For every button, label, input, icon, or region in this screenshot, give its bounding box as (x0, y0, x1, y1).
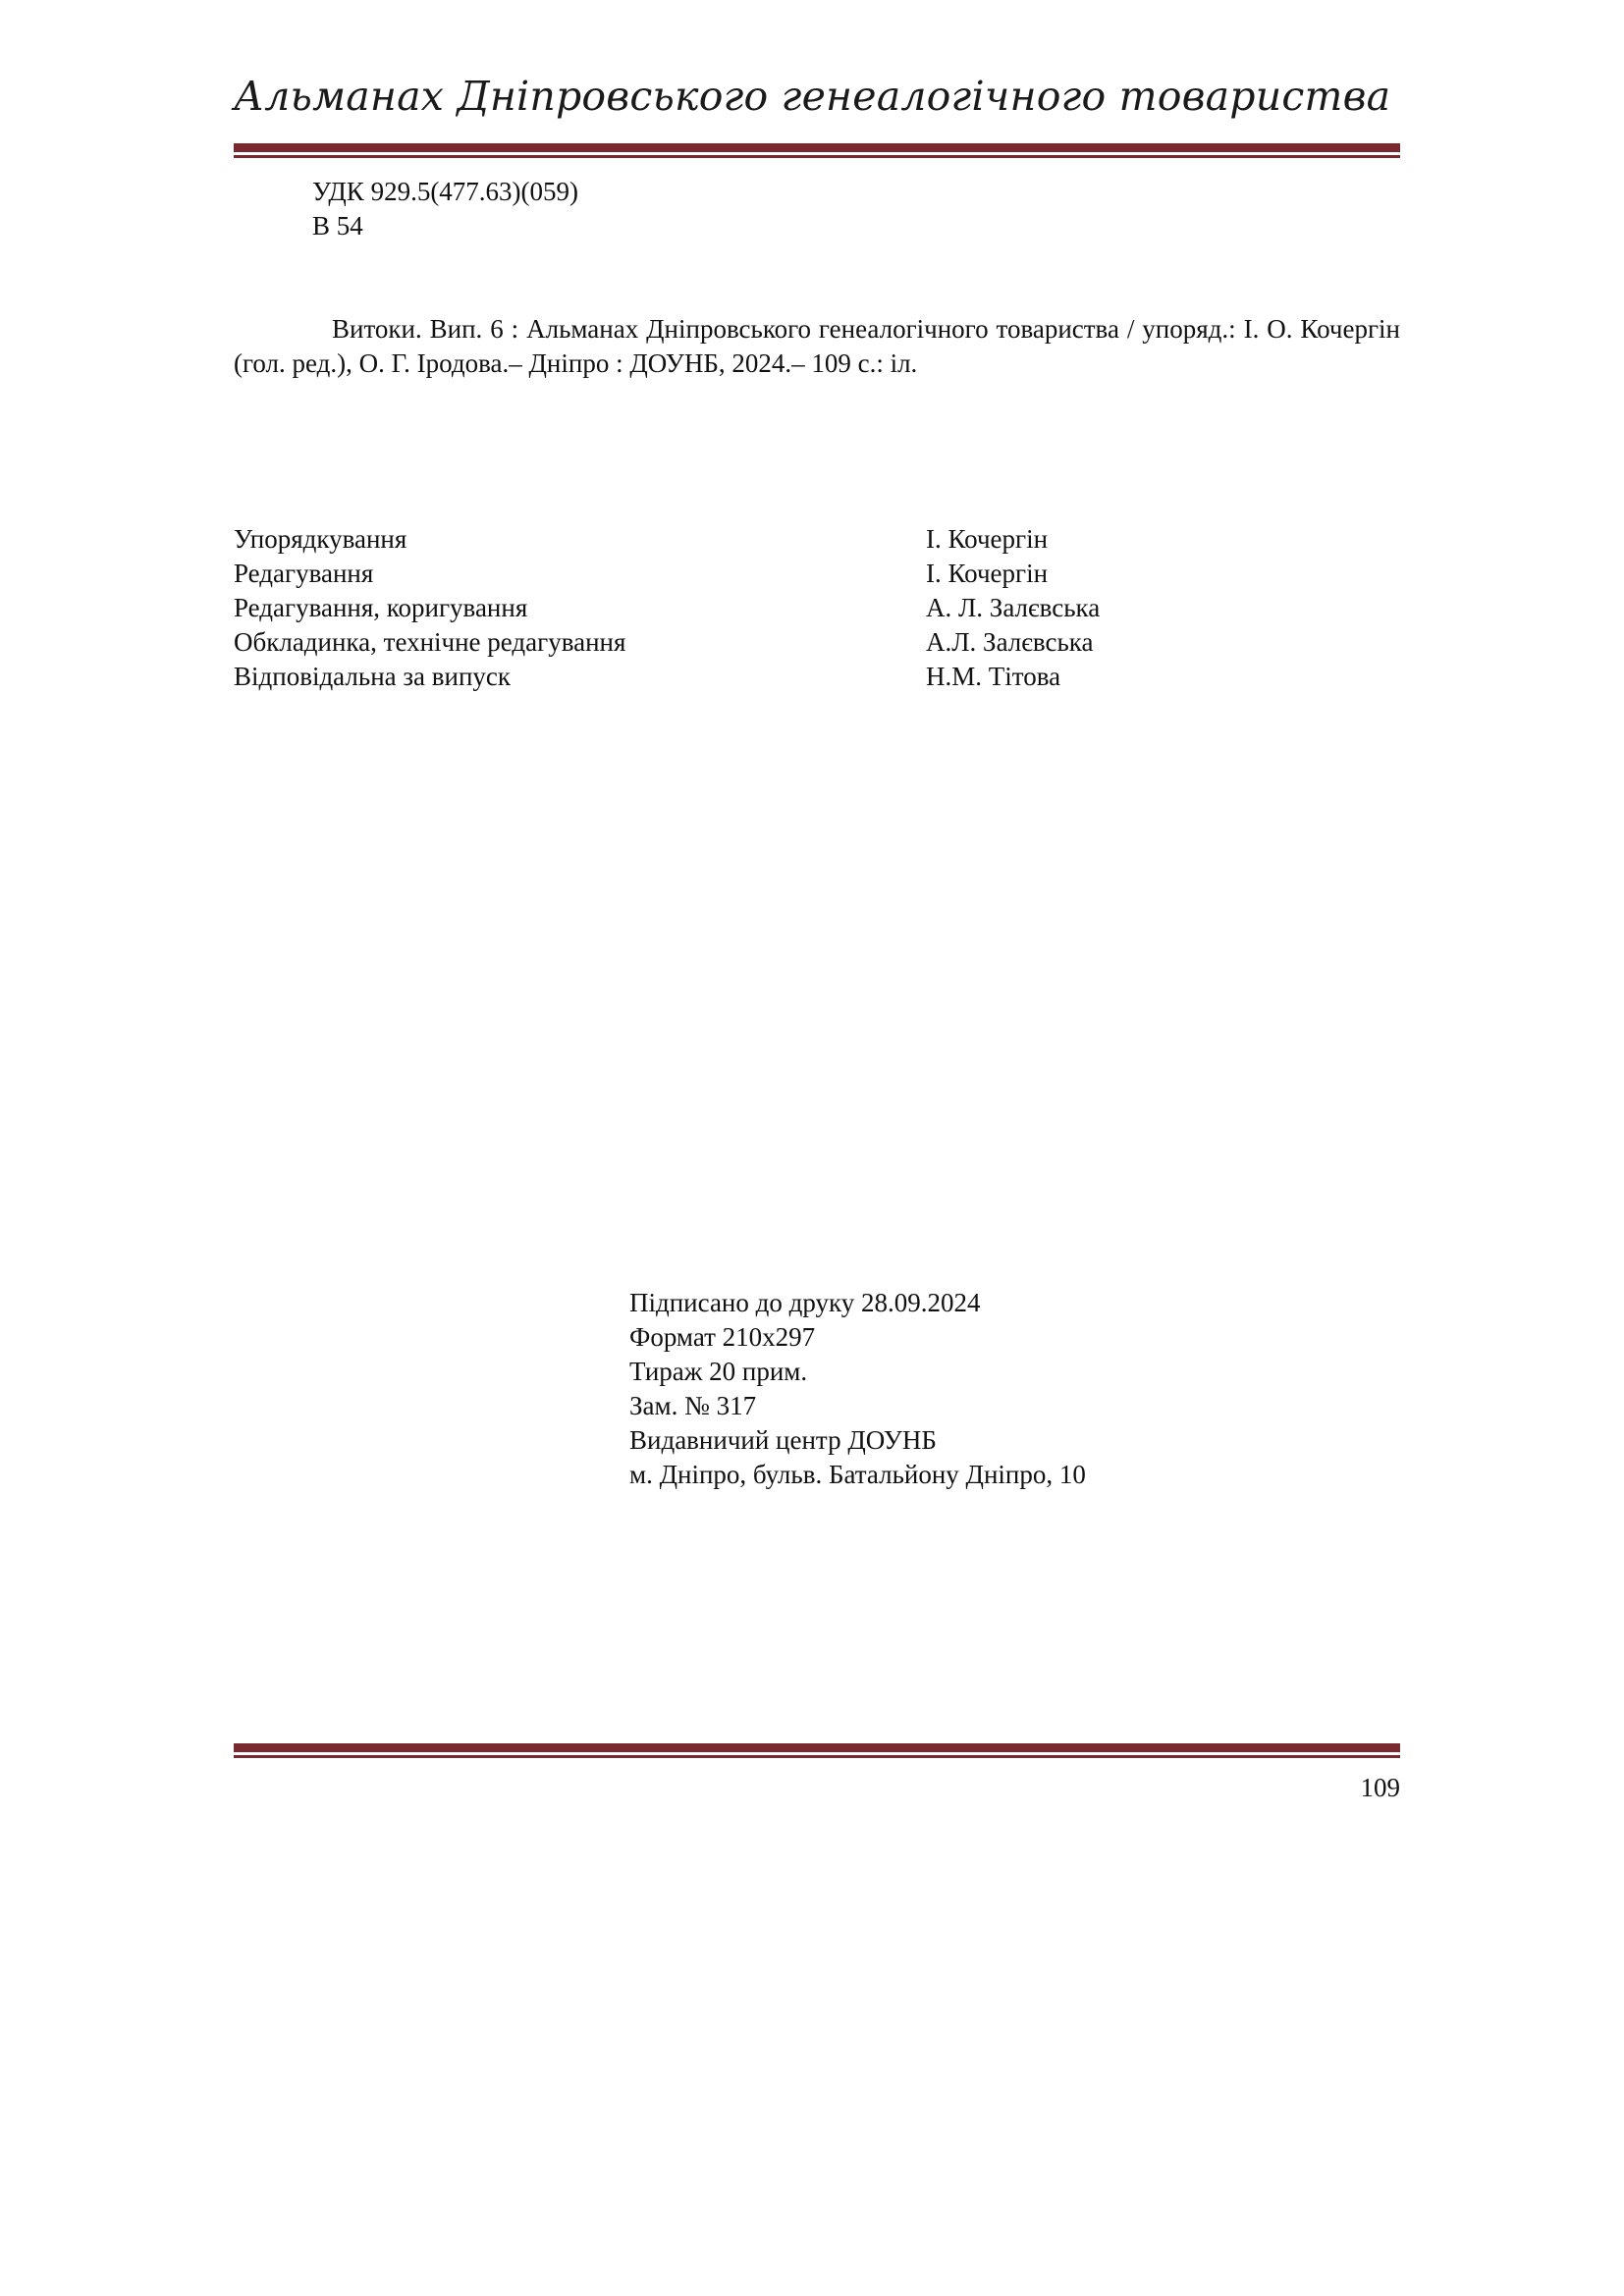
credits-list (234, 522, 1400, 694)
page-number: 109 (1360, 1773, 1400, 1802)
imprint-publisher: Видавничий центр ДОУНБ (629, 1425, 937, 1455)
header-divider (234, 143, 1400, 158)
credit-row (234, 591, 1400, 625)
classification-block (312, 175, 578, 243)
header-divider-thick-line (234, 143, 1400, 152)
imprint-order-number: Зам. № 317 (629, 1391, 757, 1420)
credit-role: Обкладинка, технічне редагування (234, 627, 626, 657)
credit-row (234, 522, 1400, 557)
imprint-print-run: Тираж 20 прим. (629, 1357, 808, 1386)
credit-row (234, 660, 1400, 694)
credit-name: І. Кочергін (926, 559, 1049, 588)
credit-name: І. Кочергін (926, 524, 1049, 554)
imprint-signed-date: Підписано до друку 28.09.2024 (629, 1288, 981, 1317)
imprint-address: м. Дніпро, бульв. Батальйону Дніпро, 10 (629, 1460, 1086, 1489)
credit-role: Упорядкування (234, 524, 407, 554)
bibliographic-entry: Витоки. Вип. 6 : Альманах Дніпровського генеалогічного товариства / упоряд.: І. О. Кочергін (гол. ред.), О. Г. Іродова.– Дніпро : ДОУНБ, 2024.– 109 с.: іл. (234, 314, 1400, 378)
credit-name: А.Л. Залєвська (926, 627, 1094, 657)
footer-divider-thin-line (234, 1755, 1400, 1758)
credit-role: Редагування, коригування (234, 593, 528, 622)
udc-code: УДК 929.5(477.63)(059) (312, 177, 579, 206)
footer-divider-thick-line (234, 1743, 1400, 1752)
imprint-format: Формат 210х297 (629, 1322, 816, 1352)
running-header-title: Альманах Дніпровського генеалогічного товариства (234, 73, 1391, 120)
header-divider-thin-line (234, 155, 1400, 158)
imprint-block (629, 1286, 1086, 1492)
footer-divider (234, 1743, 1400, 1758)
credit-row (234, 557, 1400, 591)
credit-row (234, 625, 1400, 660)
credit-role: Редагування (234, 559, 374, 588)
author-sign-code: В 54 (312, 211, 363, 240)
credit-name: А. Л. Залєвська (926, 593, 1101, 622)
credit-role: Відповідальна за випуск (234, 662, 512, 691)
credit-name: Н.М. Тітова (926, 662, 1061, 691)
